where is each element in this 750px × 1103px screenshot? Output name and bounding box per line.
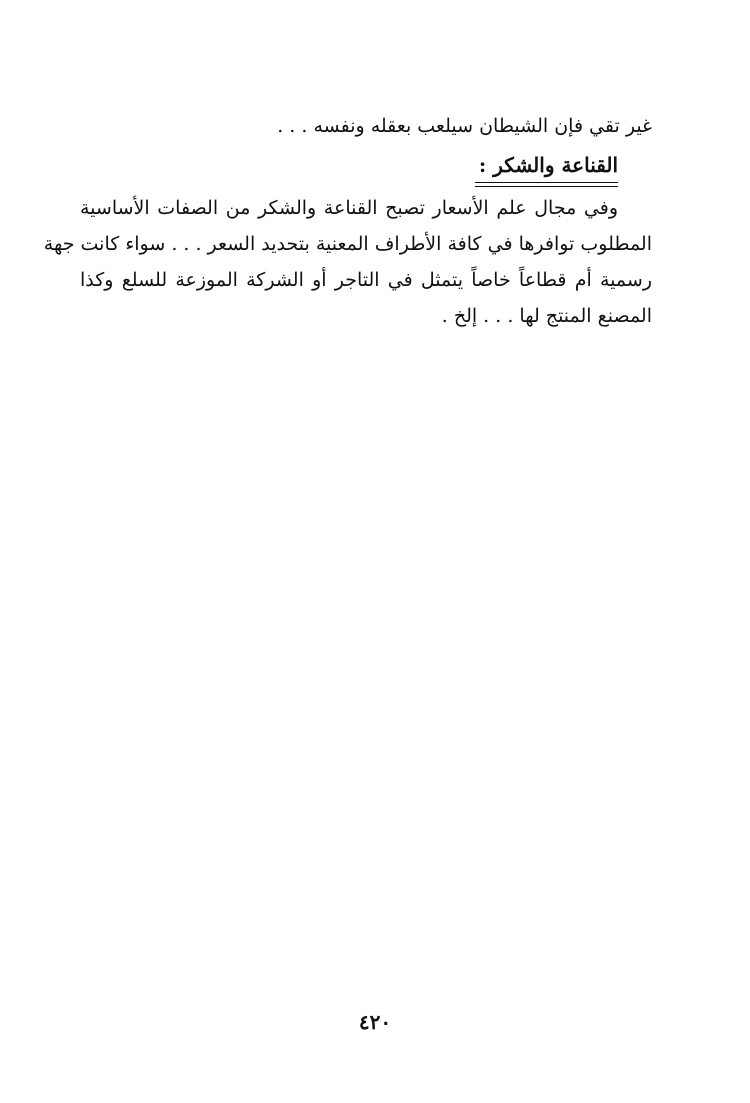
paragraph-line-2: المطلوب توافرها في كافة الأطراف المعنية بتحديد السعر . . . سواء كانت جهة: [43, 233, 652, 255]
paragraph-line-4: المصنع المنتج لها . . . إلخ .: [441, 305, 652, 327]
paragraph-line-1: وفي مجال علم الأسعار تصبح القناعة والشكر من الصفات الأساسية: [80, 197, 618, 219]
page-number: ٤٢٠: [358, 1010, 392, 1034]
page-body: [43, 108, 652, 334]
paragraph: [43, 190, 652, 334]
section-heading-container: [80, 150, 652, 190]
section-heading: القناعة والشكر :: [475, 150, 618, 183]
intro-line: غير تقي فإن الشيطان سيلعب بعقله ونفسه . . .: [277, 115, 652, 137]
paragraph-line-3: رسمية أم قطاعاً خاصاً يتمثل في التاجر أو الشركة الموزعة للسلع وكذا: [80, 269, 652, 291]
